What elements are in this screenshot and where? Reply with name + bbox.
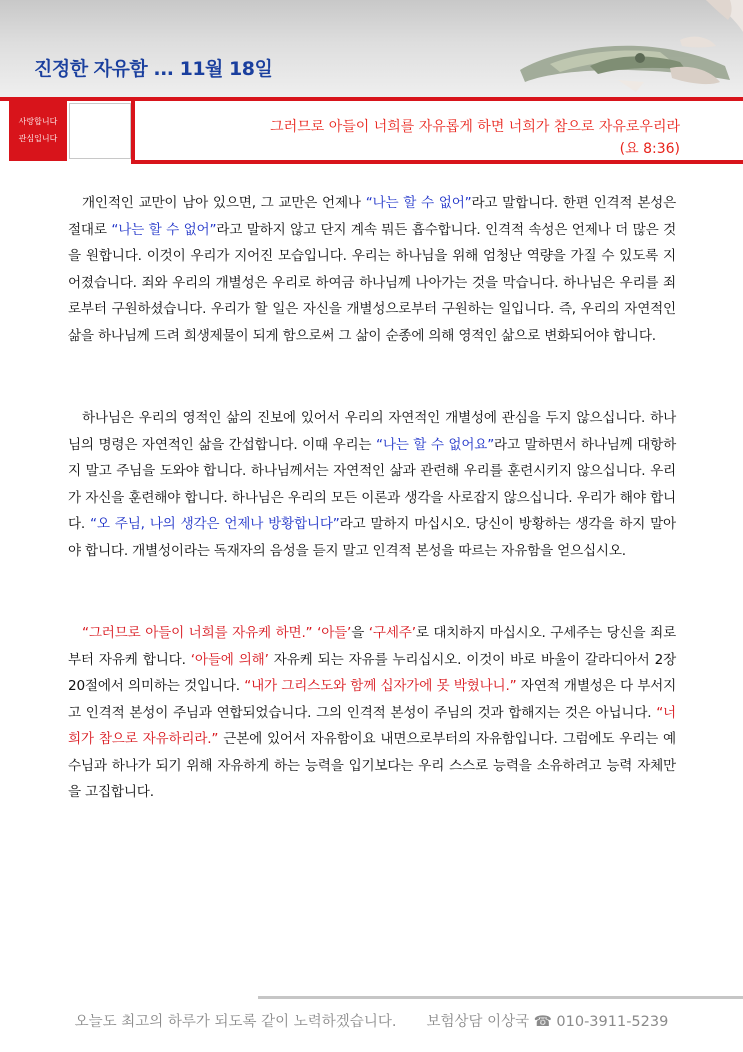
highlight-quote: “너희가 참으로 자유하리라.” bbox=[68, 704, 676, 747]
highlight-quote: “나는 할 수 없어요” bbox=[375, 436, 495, 453]
paragraph-text: 을 bbox=[351, 625, 369, 641]
verse-bottom-bar bbox=[131, 160, 743, 164]
header-banner bbox=[0, 0, 743, 97]
paragraph bbox=[68, 405, 676, 564]
paragraph-text: 로 대치하지 마십시오. 구세주는 당신을 죄로부터 자유케 합니다. bbox=[68, 625, 676, 668]
highlight-quote: ‘아들에 의해’ bbox=[190, 651, 269, 668]
paragraph-text: 라고 말합니다. 한편 인격적 본성은 절대로 bbox=[68, 195, 676, 238]
paragraph-text: 개인적인 교만이 남아 있으면, 그 교만은 언제나 bbox=[82, 195, 366, 211]
paragraph-text: 라고 말하면서 하나님께 대항하지 말고 주님을 도와야 합니다. 하나님께서는 자연적인 삶과 관련해 우리를 훈련시키지 않으십니다. 우리가 자신을 훈련해야 합니다. 하나님은 우리의 모든 이론과 생각을 사로잡지 않으십니다. 우리가 해야 합니다. bbox=[68, 436, 676, 532]
paragraph-text: 라고 말하지 않고 단지 계속 뭐든 흡수합니다. 인격적 속성은 언제나 더 많은 것을 원합니다. 이것이 우리가 지어진 모습입니다. 우리는 하나님을 위해 엄청난 역량을 가질 수 있도록 지어졌습니다. 죄와 우리의 개별성은 우리로 하여금 하나님께 나아가는 것을 막습니다. 하나님은 우리를 죄로부터 구원하셨습니다. 우리가 할 일은 자신을 개별성으로부터 구원하는 일입니다. 즉, 우리의 자연적인 삶을 하나님께 드려 희생제물이 되게 함으로써 그 삶이 순종에 의해 영적인 삶으로 변화되어야 합니다. bbox=[68, 221, 677, 344]
paragraph-text: 자유케 되는 자유를 누리십시오. 이것이 바로 바울이 갈라디아서 2장 20절에서 의미하는 것입니다. bbox=[68, 651, 677, 694]
highlight-quote: “나는 할 수 없어” bbox=[365, 195, 472, 211]
scripture-verse bbox=[150, 116, 680, 160]
money-eggshell-illustration bbox=[520, 0, 743, 97]
footer-slogan: 오늘도 최고의 하루가 되도록 같이 노력하겠습니다. bbox=[74, 1014, 397, 1030]
side-label-line1: 사랑합니다 bbox=[18, 117, 58, 126]
verse-reference: (요 8:36) bbox=[619, 141, 680, 157]
page-title: 진정한 자유함 ... 11월 18일 bbox=[34, 58, 273, 80]
paragraph bbox=[68, 620, 676, 806]
header-divider bbox=[0, 97, 743, 101]
paragraph-text: 자연적 개별성은 다 부서지고 인격적 본성이 주님과 연합되었습니다. 그의 인격적 본성이 주님의 것과 합해지는 것은 아닙니다. bbox=[68, 678, 676, 721]
verse-text: 그러므로 아들이 너희를 자유롭게 하면 너희가 참으로 자유로우리라 bbox=[270, 119, 680, 135]
side-blank-box bbox=[69, 103, 131, 159]
highlight-quote: “나는 할 수 없어” bbox=[111, 221, 217, 238]
footer bbox=[0, 1010, 743, 1031]
side-label-line2: 관심입니다 bbox=[18, 134, 58, 143]
highlight-quote: ‘구세주’ bbox=[368, 625, 416, 641]
highlight-quote: “오 주님, 나의 생각은 언제나 방황합니다” bbox=[90, 516, 340, 532]
footer-contact: 보험상담 이상국 ☎ 010-3911-5239 bbox=[426, 1014, 669, 1030]
highlight-quote: ‘아들’ bbox=[317, 625, 352, 641]
paragraph bbox=[68, 190, 676, 349]
verse-left-bar bbox=[131, 101, 135, 163]
footer-divider bbox=[258, 996, 743, 999]
paragraph-text: 라고 말하지 마십시오. 당신이 방황하는 생각을 하지 말아야 합니다. 개별성이라는 독재자의 음성을 듣지 말고 인격적 본성을 따르는 자유함을 얻으십시오. bbox=[68, 516, 676, 559]
side-label bbox=[9, 101, 67, 161]
paragraph-text: 근본에 있어서 자유함이요 내면으로부터의 자유함입니다. 그럼에도 우리는 예수님과 하나가 되기 위해 자유하게 하는 능력을 입기보다는 우리 스스로 능력을 소유하려고 능력 자체만을 고집합니다. bbox=[68, 731, 676, 800]
highlight-quote: “내가 그리스도와 함께 십자가에 못 박혔나니.” bbox=[244, 678, 517, 694]
paragraph-text: 하나님은 우리의 영적인 삶의 진보에 있어서 우리의 자연적인 개별성에 관심을 두지 않으십니다. 하나님의 명령은 자연적인 삶을 간섭합니다. 이때 우리는 bbox=[68, 410, 676, 453]
devotional-body bbox=[68, 190, 676, 862]
highlight-quote: “그러므로 아들이 너희를 자유케 하면.” bbox=[82, 625, 313, 641]
